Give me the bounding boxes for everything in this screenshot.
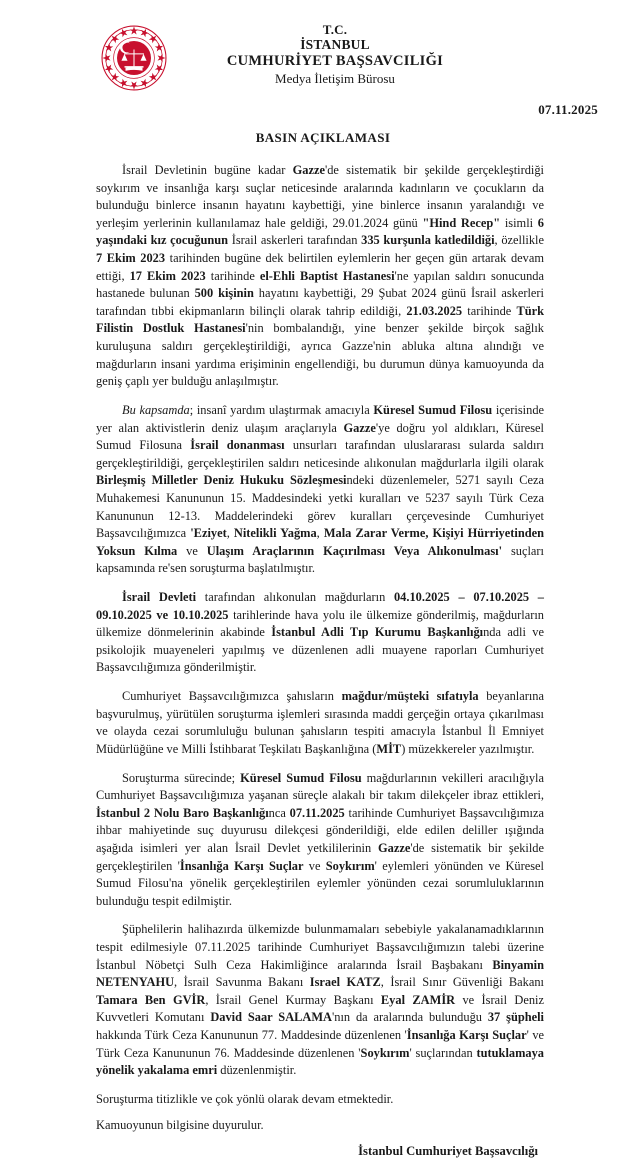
org-line-tc: T.C.: [322, 22, 348, 37]
press-release-document: [0, 22, 640, 1159]
paragraph-4: Cumhuriyet Başsavcılığımızca şahısların mağdur/müşteki sıfatıyla beyanlarına başvurulmuş, yürütülen soruşturma işlemleri sırasında maddi gerçeğin ortaya çıkarılması ve olayda cezai sorumluluğu bulunan şahısların tespiti amacıyla İstanbul İl Emniyet Müdürlüğüne ve Milli İstihbarat Teşkilatı Başkanlığına (MİT) müzekkereler yazılmıştır.: [96, 689, 544, 756]
paragraph-3: İsrail Devleti tarafından alıkonulan mağdurların 04.10.2025 – 07.10.2025 – 09.10.2025 ve 10.10.2025 tarihlerinde hava yolu ile ülkemize gönderilmiş, mağdurların ülkemize dönmelerinin akabinde İstanbul Adli Tıp Kurumu Başkanlığında adli ve psikolojik muayeneleri yapılmış ve düzenlenen adli muayene raporları Cumhuriyet Başsavcılığımıza gönderilmiştir.: [96, 590, 545, 675]
paragraph-5: Soruşturma sürecinde; Küresel Sumud Filosu mağdurlarının vekilleri aracılığıyla Cumhuriyet Başsavcılığımıza yaşanan süreçle alakalı bir takım dilekçeler ibraz ettikleri, İstanbul 2 Nolu Baro Başkanlığınca 07.11.2025 tarihinde Cumhuriyet Başsavcılığımıza ihbar mahiyetinde suç duyurusu dilekçesi gönderildiği, elde edilen deliller ışığında aşağıda isimleri yer alan İsrail Devlet yetkililerinin Gazze'de sistematik bir şekilde gerçekleştirilen 'İnsanlığa Karşı Suçlar ve Soykırım' eylemleri yönünden ve Küresel Sumud Filosu'na yönelik gerçekleştirilen eylemler yönünden cezai sorumluluklarının bulunduğu tespit edilmiştir.: [96, 770, 545, 908]
document-date: 07.11.2025: [538, 102, 598, 117]
document-header: [0, 22, 640, 117]
paragraph-1: İsrail Devletinin bugüne kadar Gazze'de sistematik bir şekilde gerçekleştirdiği soykırım ve insanlığa karşı suçlar neticesinde aralarında kadınların ve çocukların da bulunduğu binlerce insanın hayatını kaybettiği, yine binlerce insanın yaralandığı ve yerleşim yerlerinin kullanılamaz hale geldiği, 29.01.2024 günü "Hind Recep" isimli 6 yaşındaki kız çocuğunun İsrail askerleri tarafından 335 kurşunla katledildiği, özellikle 7 Ekim 2023 tarihinden bugüne dek belirtilen eylemlerin her geçen gün artarak devam ettiği, 17 Ekim 2023 tarihinde el-Ehli Baptist Hastanesi'ne yapılan saldırı sonucunda hastanede bulunan 500 kişinin hayatını kaybettiği, 29 Şubat 2024 günü İsrail askerleri tarafından tıbbi ekipmanların bilinçli olarak tahrip edildiği, 21.03.2025 tarihinde Türk Filistin Dostluk Hastanesi'nin bombalandığı, yine benzer şekilde birçok sağlık kuruluşuna saldırı gerçekleştirildiği, ayrıca Gazze'nin abluka altına alındığı ve mağdurların insani yardıma erişiminin engellendiği, bu durumun dünya kamuoyunda da geniş çaplı yer bulduğu anlaşılmıştır.: [96, 163, 544, 389]
signature-line: İstanbul Cumhuriyet Başsavcılığı: [358, 1144, 538, 1159]
paragraph-6: Şüphelilerin halihazırda ülkemizde bulunmamaları sebebiyle yakalanamadıklarının tespit edilmesiyle 07.11.2025 tarihinde Cumhuriyet Başsavcılığımızın talebi üzerine İstanbul Nöbetçi Sulh Ceza Hakimliğince aralarında İsrail Başbakanı Binyamin NETENYAHU, İsrail Savunma Bakanı Israel KATZ, İsrail Sınır Güvenliği Bakanı Tamara Ben GVİR, İsrail Genel Kurmay Başkanı Eyal ZAMİR ve İsrail Deniz Kuvvetleri Komutanı David Saar SALAMA'nın da aralarında bulunduğu 37 şüpheli hakkında Türk Ceza Kanununun 77. Maddesinde düzenlenen 'İnsanlığa Karşı Suçlar' ve Türk Ceza Kanununun 76. Maddesinde düzenlenen 'Soykırım' suçlarından tutuklamaya yönelik yakalama emri düzenlenmiştir.: [96, 922, 545, 1078]
turkish-ministry-of-justice-emblem-icon: [100, 24, 168, 92]
closing-line-1: Soruşturma titizlikle ve çok yönlü olarak devam etmektedir.: [96, 1091, 394, 1106]
closing-block: [96, 1091, 544, 1135]
organization-title-block: [0, 22, 640, 87]
closing-line-2: Kamuoyunun bilgisine duyurulur.: [96, 1118, 264, 1133]
org-line-prosecutors-office: CUMHURİYET BAŞSAVCILIĞI: [226, 53, 444, 70]
document-body: [96, 162, 544, 1159]
paragraph-2: Bu kapsamda; insanî yardım ulaştırmak amacıyla Küresel Sumud Filosu içerisinde yer alan aktivistlerin deniz ulaşım araçlarıyla Gazze'ye doğru yol aldıkları, Küresel Sumud Filosuna İsrail donanması unsurları tarafından uluslararası sularda saldırı gerçekleştirildiği, gerçekleştirilen saldırı neticesinde alıkonulan mağdurlarla ilgili olarak Birleşmiş Milletler Deniz Hukuku Sözleşmesindeki düzenlemeler, 5271 sayılı Ceza Muhakemesi Kanununun 15. Maddesindeki yetki kuralları ve 5237 sayılı Türk Ceza Kanununun 12-13. Maddelerindeki görev kuralları çerçevesinde Cumhuriyet Başsavcılığımızca 'Eziyet, Nitelikli Yağma, Mala Zarar Verme, Kişiyi Hürriyetinden Yoksun Kılma ve Ulaşım Araçlarının Kaçırılması Veya Alıkonulması' suçları kapsamında re'sen soruşturma başlatılmıştır.: [96, 402, 545, 576]
org-line-istanbul: İSTANBUL: [300, 37, 370, 53]
org-line-media-bureau: Medya İletişim Bürosu: [275, 71, 395, 87]
page-title: BASIN AÇIKLAMASI: [255, 130, 391, 145]
